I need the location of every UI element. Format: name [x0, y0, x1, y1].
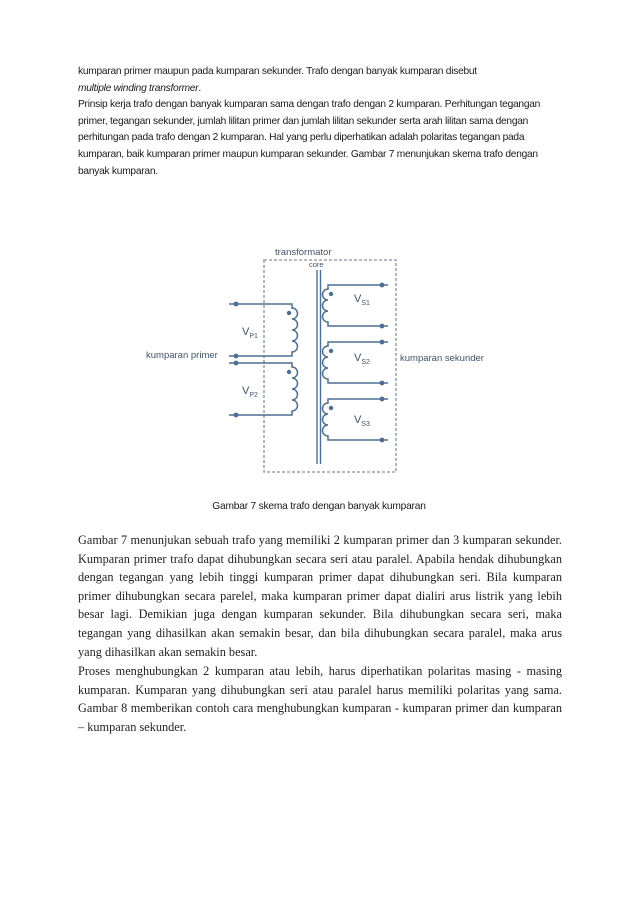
terminal-dot	[380, 397, 385, 402]
terminal-dot	[234, 354, 239, 359]
intro-text-block	[78, 64, 562, 180]
vs3-label: $V_{S3}$	[354, 414, 370, 428]
polarity-dot	[329, 292, 333, 296]
core-label: core	[309, 260, 324, 269]
secondary-winding-label: kumparan sekunder	[400, 353, 484, 364]
intro-paragraph: Prinsip kerja trafo dengan banyak kumparan sama dengan trafo dengan 2 kumparan. Perhitungan tegangan primer, tegangan sekunder, jumlah lilitan primer dan jumlah lilitan sekunder serta arah lilitan sama dengan perhitungan pada trafo dengan 2 kumparan. Hal yang perlu diperhatikan adalah polaritas tegangan pada kumparan, baik kumparan primer maupun kumparan sekunder. Gambar 7 menunjukan skema trafo dengan banyak kumparan.	[78, 99, 541, 177]
terminal-dot	[380, 438, 385, 443]
vs1-label: $V_{S1}$	[354, 293, 370, 307]
polarity-dot	[329, 406, 333, 410]
terminal-dot	[234, 302, 239, 307]
paragraph-text: Proses menghubungkan 2 kumparan atau lebih, harus diperhatikan polaritas masing - masing kumparan. Kumparan yang dihubungkan seri atau paralel harus memiliki polaritas yang sama. Gambar 8 memberikan contoh cara menghubungkan kumparan - kumparan primer dan kumparan – kumparan sekunder.	[78, 664, 562, 734]
terminal-dot	[380, 340, 385, 345]
body-paragraph-1	[78, 531, 562, 661]
intro-term-italic: multiple winding transformer	[78, 82, 199, 94]
terminal-dot	[380, 381, 385, 386]
polarity-dot	[287, 311, 291, 315]
terminal-dot	[380, 283, 385, 288]
terminal-dot	[234, 413, 239, 418]
vp2-label: $V_{P2}$	[242, 385, 258, 399]
transformer-diagram	[134, 238, 514, 478]
intro-line-2-end: .	[198, 82, 201, 94]
transformer-schematic	[134, 238, 514, 478]
body-paragraph-2	[78, 662, 562, 736]
polarity-dot	[287, 370, 291, 374]
paragraph-text: Gambar 7 menunjukan sebuah trafo yang memiliki 2 kumparan primer dan 3 kumparan sekunder. Kumparan primer trafo dapat dihubungkan secara seri atau paralel. Apabila hendak dihubungkan dengan tegangan yang lebih tinggi kumparan primer dapat dihubungkan seri. Bila kumparan primer dihubungkan secara parelel, maka kumparan primer dapat dialiri arus listrik yang lebih besar lagi. Demikian juga dengan kumparan sekunder. Bila dihubungkan secara seri, maka tegangan yang dihasilkan akan semakin besar, dan bila dihubungkan secara paralel, maka arus yang dihasilkan akan semakin besar.	[78, 533, 562, 659]
transformer-label: transformator	[275, 247, 332, 258]
polarity-dot	[329, 349, 333, 353]
intro-line-2	[78, 81, 562, 98]
figure-caption: Gambar 7 skema trafo dengan banyak kumparan	[212, 501, 426, 512]
vs2-label: $V_{S2}$	[354, 352, 370, 366]
intro-line-1: kumparan primer maupun pada kumparan sekunder. Trafo dengan banyak kumparan disebut	[78, 66, 477, 77]
vp1-label: $V_{P1}$	[242, 326, 258, 340]
secondary-coil-1	[323, 285, 389, 326]
terminal-dot	[380, 324, 385, 329]
primary-winding-label: kumparan primer	[146, 350, 218, 361]
terminal-dot	[234, 361, 239, 366]
